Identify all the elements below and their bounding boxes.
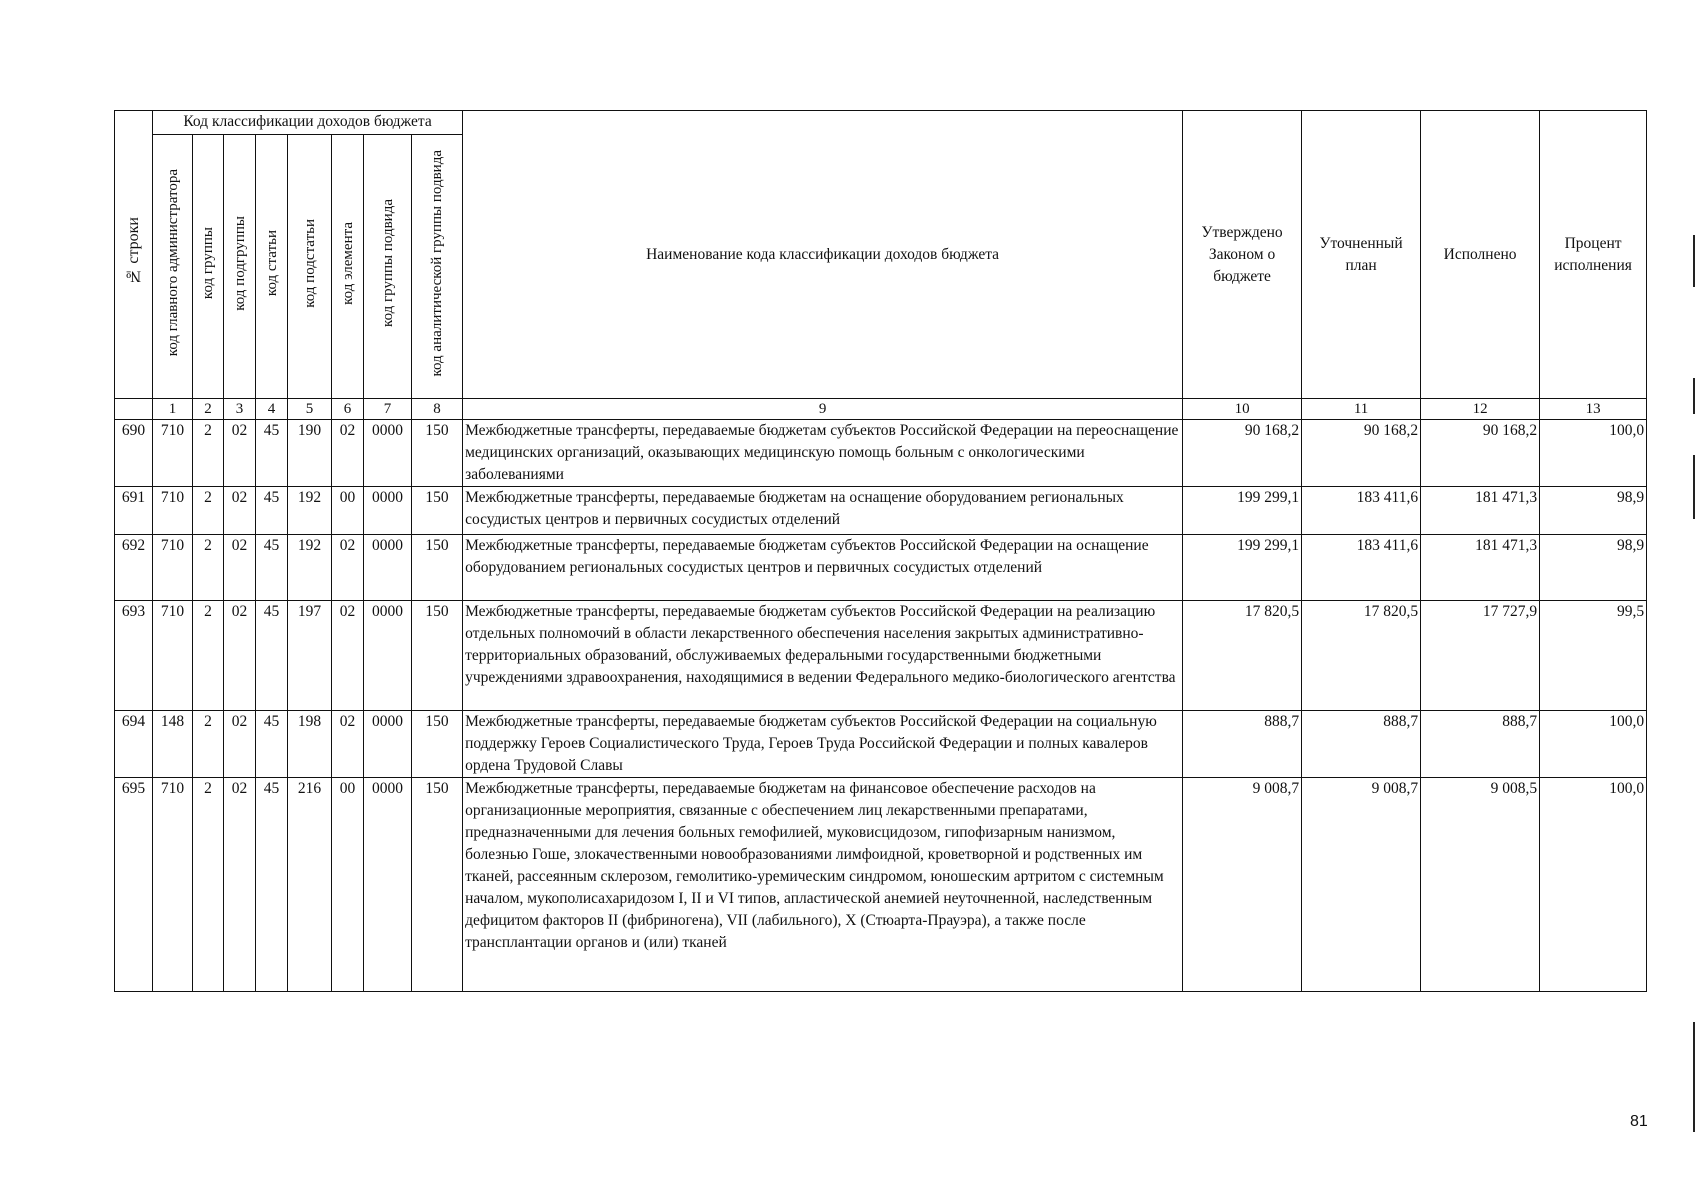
header-analytic-code: код аналитической группы подвида <box>412 135 463 399</box>
cell-executed: 181 471,3 <box>1421 535 1540 601</box>
cell-subtype-code: 0000 <box>364 601 412 711</box>
column-number: 11 <box>1302 399 1421 420</box>
cell-analytic-code: 150 <box>412 487 463 535</box>
cell-admin-code: 710 <box>153 487 193 535</box>
cell-refined-plan: 183 411,6 <box>1302 535 1421 601</box>
cell-row-number: 690 <box>115 420 153 487</box>
cell-subtype-code: 0000 <box>364 487 412 535</box>
cell-subarticle-code: 197 <box>288 601 332 711</box>
scan-edge-mark <box>1693 378 1695 414</box>
header-subarticle-code: код подстатьи <box>288 135 332 399</box>
column-number: 1 <box>153 399 193 420</box>
header-group-code: код группы <box>193 135 224 399</box>
cell-refined-plan: 183 411,6 <box>1302 487 1421 535</box>
cell-subarticle-code: 192 <box>288 487 332 535</box>
column-number-row <box>115 399 1647 420</box>
table-body <box>115 420 1647 992</box>
cell-article-code: 45 <box>256 778 288 992</box>
cell-element-code: 02 <box>332 601 364 711</box>
cell-executed: 888,7 <box>1421 711 1540 778</box>
cell-name: Межбюджетные трансферты, передаваемые бюджетам субъектов Российской Федерации на оснащение оборудованием региональных сосудистых центров и первичных сосудистых отделений <box>463 535 1183 601</box>
header-subtype-code: код группы подвида <box>364 135 412 399</box>
cell-percent: 100,0 <box>1540 420 1647 487</box>
cell-refined-plan: 17 820,5 <box>1302 601 1421 711</box>
column-number: 6 <box>332 399 364 420</box>
cell-subtype-code: 0000 <box>364 535 412 601</box>
column-number: 5 <box>288 399 332 420</box>
cell-group-code: 2 <box>193 711 224 778</box>
page-number: 81 <box>1630 1113 1648 1130</box>
cell-subgroup-code: 02 <box>224 487 256 535</box>
cell-analytic-code: 150 <box>412 711 463 778</box>
cell-group-code: 2 <box>193 778 224 992</box>
cell-element-code: 02 <box>332 535 364 601</box>
cell-subgroup-code: 02 <box>224 778 256 992</box>
column-number: 8 <box>412 399 463 420</box>
cell-admin-code: 710 <box>153 535 193 601</box>
table-row <box>115 601 1647 711</box>
header-refined-plan: Уточненный план <box>1302 111 1421 399</box>
cell-element-code: 00 <box>332 487 364 535</box>
cell-row-number: 692 <box>115 535 153 601</box>
column-number: 4 <box>256 399 288 420</box>
cell-percent: 100,0 <box>1540 711 1647 778</box>
cell-admin-code: 710 <box>153 601 193 711</box>
column-number: 3 <box>224 399 256 420</box>
cell-name: Межбюджетные трансферты, передаваемые бюджетам субъектов Российской Федерации на реализацию отдельных полномочий в области лекарственного обеспечения населения закрытых административно-территориальных образований, обслуживаемых федеральными государственными бюджетными учреждениями здравоохранения, находящимися в ведении Федерального медико-биологического агентства <box>463 601 1183 711</box>
cell-refined-plan: 888,7 <box>1302 711 1421 778</box>
cell-article-code: 45 <box>256 711 288 778</box>
table-row <box>115 420 1647 487</box>
header-element-code: код элемента <box>332 135 364 399</box>
cell-analytic-code: 150 <box>412 420 463 487</box>
cell-subtype-code: 0000 <box>364 711 412 778</box>
header-name: Наименование кода классификации доходов бюджета <box>463 111 1183 399</box>
table-row <box>115 778 1647 992</box>
table-row <box>115 535 1647 601</box>
cell-group-code: 2 <box>193 487 224 535</box>
cell-refined-plan: 9 008,7 <box>1302 778 1421 992</box>
scan-edge-mark <box>1693 235 1695 287</box>
cell-executed: 9 008,5 <box>1421 778 1540 992</box>
cell-analytic-code: 150 <box>412 601 463 711</box>
budget-revenue-table <box>114 110 1647 992</box>
cell-analytic-code: 150 <box>412 778 463 992</box>
cell-approved: 199 299,1 <box>1183 535 1302 601</box>
cell-approved: 90 168,2 <box>1183 420 1302 487</box>
cell-subtype-code: 0000 <box>364 420 412 487</box>
header-classification-group: Код классификации доходов бюджета <box>153 111 463 135</box>
cell-percent: 100,0 <box>1540 778 1647 992</box>
cell-approved: 17 820,5 <box>1183 601 1302 711</box>
cell-subtype-code: 0000 <box>364 778 412 992</box>
cell-admin-code: 148 <box>153 711 193 778</box>
header-subgroup-code: код подгруппы <box>224 135 256 399</box>
cell-percent: 98,9 <box>1540 535 1647 601</box>
cell-name: Межбюджетные трансферты, передаваемые бюджетам на финансовое обеспечение расходов на организационные мероприятия, связанные с обеспечением лиц лекарственными препаратами, предназначенными для лечения больных гемофилией, муковисцидозом, гипофизарным нанизмом, болезнью Гоше, злокачественными новообразованиями лимфоидной, кроветворной и родственных им тканей, рассеянным склерозом, гемолитико-уремическим синдромом, юношеским артритом с системным началом, мукополисахаридозом I, II и VI типов, апластической анемией неуточненной, наследственным дефицитом факторов II (фибриногена), VII (лабильного), X (Стюарта-Прауэра), а также после трансплантации органов и (или) тканей <box>463 778 1183 992</box>
cell-group-code: 2 <box>193 535 224 601</box>
cell-subarticle-code: 198 <box>288 711 332 778</box>
cell-executed: 17 727,9 <box>1421 601 1540 711</box>
cell-name: Межбюджетные трансферты, передаваемые бюджетам на оснащение оборудованием региональных сосудистых центров и первичных сосудистых отделений <box>463 487 1183 535</box>
cell-name: Межбюджетные трансферты, передаваемые бюджетам субъектов Российской Федерации на социальную поддержку Героев Социалистического Труда, Героев Труда Российской Федерации и полных кавалеров ордена Трудовой Славы <box>463 711 1183 778</box>
header-executed: Исполнено <box>1421 111 1540 399</box>
cell-executed: 181 471,3 <box>1421 487 1540 535</box>
cell-name: Межбюджетные трансферты, передаваемые бюджетам субъектов Российской Федерации на переоснащение медицинских организаций, оказывающих медицинскую помощь больным с онкологическими заболеваниями <box>463 420 1183 487</box>
cell-subarticle-code: 216 <box>288 778 332 992</box>
table-header <box>115 111 1647 420</box>
header-admin-code: код главного администратора <box>153 135 193 399</box>
scan-edge-mark <box>1693 1022 1695 1132</box>
cell-article-code: 45 <box>256 601 288 711</box>
cell-row-number: 693 <box>115 601 153 711</box>
column-number: 10 <box>1183 399 1302 420</box>
header-row-number: № строки <box>115 111 153 399</box>
column-number: 9 <box>463 399 1183 420</box>
header-approved: Утверждено Законом о бюджете <box>1183 111 1302 399</box>
column-number: 7 <box>364 399 412 420</box>
cell-approved: 888,7 <box>1183 711 1302 778</box>
cell-refined-plan: 90 168,2 <box>1302 420 1421 487</box>
cell-approved: 9 008,7 <box>1183 778 1302 992</box>
cell-admin-code: 710 <box>153 778 193 992</box>
column-number <box>115 399 153 420</box>
cell-percent: 98,9 <box>1540 487 1647 535</box>
cell-executed: 90 168,2 <box>1421 420 1540 487</box>
cell-subarticle-code: 190 <box>288 420 332 487</box>
cell-element-code: 00 <box>332 778 364 992</box>
header-article-code: код статьи <box>256 135 288 399</box>
cell-subgroup-code: 02 <box>224 420 256 487</box>
table-row <box>115 711 1647 778</box>
cell-subarticle-code: 192 <box>288 535 332 601</box>
cell-row-number: 695 <box>115 778 153 992</box>
cell-admin-code: 710 <box>153 420 193 487</box>
cell-element-code: 02 <box>332 420 364 487</box>
column-number: 13 <box>1540 399 1647 420</box>
table-row <box>115 487 1647 535</box>
cell-article-code: 45 <box>256 487 288 535</box>
cell-article-code: 45 <box>256 535 288 601</box>
cell-row-number: 691 <box>115 487 153 535</box>
cell-subgroup-code: 02 <box>224 711 256 778</box>
column-number: 12 <box>1421 399 1540 420</box>
cell-group-code: 2 <box>193 601 224 711</box>
cell-row-number: 694 <box>115 711 153 778</box>
cell-analytic-code: 150 <box>412 535 463 601</box>
cell-group-code: 2 <box>193 420 224 487</box>
cell-article-code: 45 <box>256 420 288 487</box>
cell-percent: 99,5 <box>1540 601 1647 711</box>
column-number: 2 <box>193 399 224 420</box>
cell-approved: 199 299,1 <box>1183 487 1302 535</box>
cell-element-code: 02 <box>332 711 364 778</box>
cell-subgroup-code: 02 <box>224 535 256 601</box>
header-percent: Процент исполнения <box>1540 111 1647 399</box>
cell-subgroup-code: 02 <box>224 601 256 711</box>
scan-edge-mark <box>1693 455 1695 519</box>
